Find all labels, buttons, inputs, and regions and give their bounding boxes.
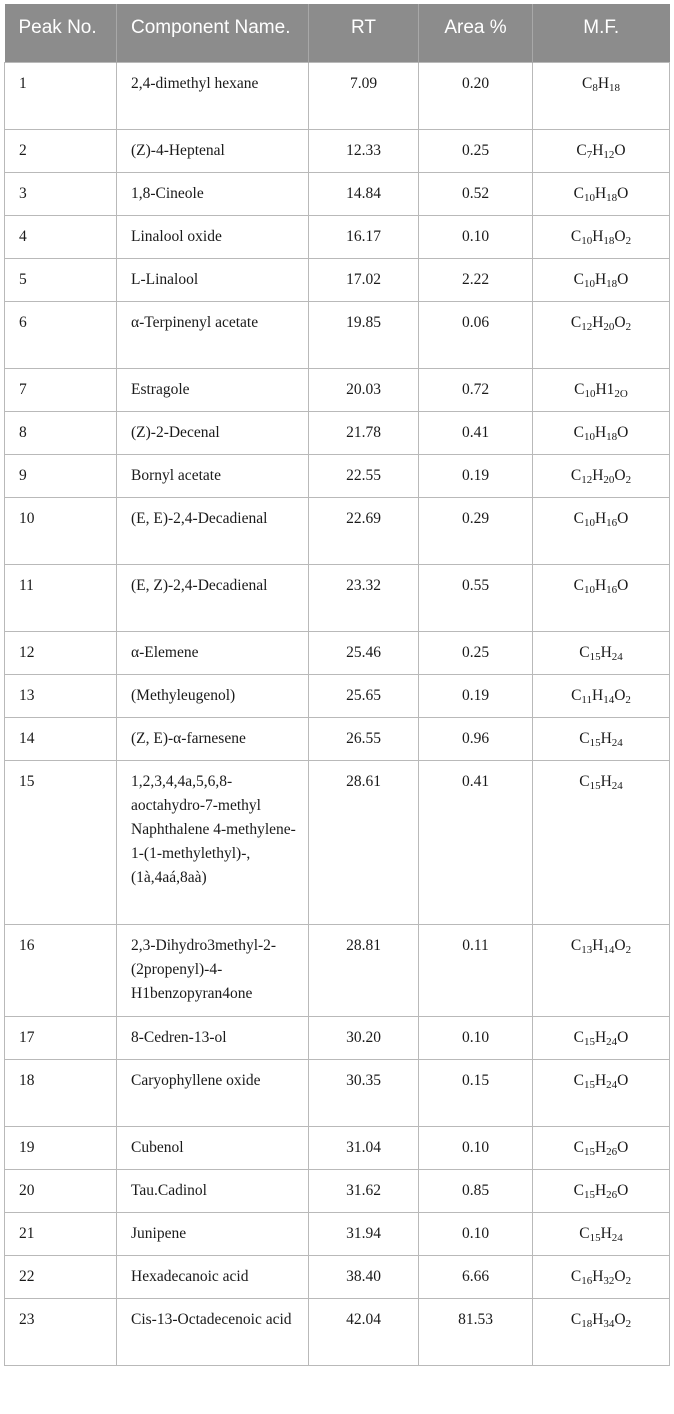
formula-subscript: 12 bbox=[603, 148, 615, 161]
cell-molecular-formula bbox=[533, 1212, 670, 1255]
table-row bbox=[5, 411, 670, 454]
formula-subscript: 20 bbox=[603, 473, 615, 486]
cell-component-name: Cubenol bbox=[117, 1126, 309, 1169]
compound-table bbox=[4, 4, 670, 1366]
cell-rt: 20.03 bbox=[309, 368, 419, 411]
cell-molecular-formula bbox=[533, 1016, 670, 1059]
cell-component-name: (Z)-4-Heptenal bbox=[117, 129, 309, 172]
formula-subscript: 13 bbox=[581, 943, 593, 956]
cell-component-name: (Methyleugenol) bbox=[117, 674, 309, 717]
formula-element: O bbox=[617, 1138, 629, 1156]
cell-peak-no: 12 bbox=[5, 631, 117, 674]
cell-component-name: (E, E)-2,4-Decadienal bbox=[117, 497, 309, 564]
table-row bbox=[5, 1298, 670, 1365]
formula-subscript: 14 bbox=[603, 943, 615, 956]
formula-element: O bbox=[617, 1028, 629, 1046]
cell-rt: 25.46 bbox=[309, 631, 419, 674]
formula-subscript: 2 bbox=[625, 1317, 632, 1330]
table-row bbox=[5, 62, 670, 129]
cell-rt: 14.84 bbox=[309, 172, 419, 215]
formula-element: O bbox=[617, 270, 629, 288]
cell-area-percent: 81.53 bbox=[419, 1298, 533, 1365]
formula-element: C bbox=[573, 509, 584, 527]
formula-element: C bbox=[573, 1181, 584, 1199]
cell-molecular-formula bbox=[533, 497, 670, 564]
cell-area-percent: 0.25 bbox=[419, 631, 533, 674]
formula-subscript: 26 bbox=[606, 1145, 618, 1158]
cell-area-percent: 0.96 bbox=[419, 717, 533, 760]
formula-element: C bbox=[570, 1310, 582, 1328]
cell-component-name: 8-Cedren-13-ol bbox=[117, 1016, 309, 1059]
formula-subscript: 2 bbox=[625, 693, 631, 706]
formula-subscript: 2 bbox=[625, 473, 632, 486]
table-row bbox=[5, 564, 670, 631]
cell-component-name: 2,4-dimethyl hexane bbox=[117, 62, 309, 129]
formula-element: H bbox=[594, 1028, 607, 1046]
formula-element: H bbox=[592, 313, 604, 331]
formula-subscript: 24 bbox=[606, 1078, 618, 1091]
formula-element: O bbox=[614, 1310, 626, 1328]
header-area-percent: Area % bbox=[419, 4, 533, 62]
formula-element: C bbox=[579, 643, 590, 661]
cell-component-name: Linalool oxide bbox=[117, 215, 309, 258]
cell-peak-no: 6 bbox=[5, 301, 117, 368]
formula-subscript: 18 bbox=[603, 234, 615, 247]
cell-peak-no: 14 bbox=[5, 717, 117, 760]
formula-subscript: 24 bbox=[611, 779, 623, 792]
formula-element: C bbox=[570, 936, 582, 954]
cell-rt: 26.55 bbox=[309, 717, 419, 760]
formula-subscript: 8 bbox=[592, 81, 598, 94]
cell-component-name: α-Elemene bbox=[117, 631, 309, 674]
cell-molecular-formula bbox=[533, 215, 670, 258]
cell-peak-no: 2 bbox=[5, 129, 117, 172]
formula-element: H bbox=[594, 270, 607, 288]
cell-rt: 28.81 bbox=[309, 924, 419, 1016]
cell-peak-no: 5 bbox=[5, 258, 117, 301]
formula-element: H bbox=[592, 1267, 604, 1285]
formula-element: O bbox=[614, 313, 626, 331]
cell-area-percent: 0.10 bbox=[419, 1016, 533, 1059]
table-row bbox=[5, 215, 670, 258]
cell-molecular-formula bbox=[533, 454, 670, 497]
cell-peak-no: 21 bbox=[5, 1212, 117, 1255]
formula-subscript: 34 bbox=[603, 1317, 615, 1330]
cell-molecular-formula bbox=[533, 258, 670, 301]
formula-element: O bbox=[614, 466, 626, 484]
cell-peak-no: 18 bbox=[5, 1059, 117, 1126]
table-row bbox=[5, 717, 670, 760]
formula-element: O bbox=[617, 184, 629, 202]
formula-subscript: 2 bbox=[625, 320, 632, 333]
table-row bbox=[5, 760, 670, 924]
header-component-name: Component Name. bbox=[117, 4, 309, 62]
table-row bbox=[5, 454, 670, 497]
cell-area-percent: 0.19 bbox=[419, 674, 533, 717]
cell-molecular-formula bbox=[533, 1059, 670, 1126]
formula-subscript: 15 bbox=[589, 779, 601, 792]
cell-component-name: (Z, E)-α-farnesene bbox=[117, 717, 309, 760]
cell-component-name: 1,8-Cineole bbox=[117, 172, 309, 215]
formula-subscript: 16 bbox=[581, 1274, 593, 1287]
formula-subscript: 15 bbox=[583, 1188, 595, 1201]
formula-element: O bbox=[614, 936, 626, 954]
cell-area-percent: 0.52 bbox=[419, 172, 533, 215]
formula-subscript: 10 bbox=[583, 583, 595, 596]
cell-molecular-formula bbox=[533, 674, 670, 717]
formula-element: O bbox=[617, 1071, 629, 1089]
cell-molecular-formula bbox=[533, 760, 670, 924]
formula-subscript: 16 bbox=[606, 583, 618, 596]
header-rt: RT bbox=[309, 4, 419, 62]
formula-subscript: 10 bbox=[583, 191, 595, 204]
cell-peak-no: 22 bbox=[5, 1255, 117, 1298]
cell-peak-no: 17 bbox=[5, 1016, 117, 1059]
formula-element: H bbox=[600, 729, 612, 747]
formula-subscript: 20 bbox=[603, 320, 615, 333]
cell-component-name: 1,2,3,4,4a,5,6,8-aoctahydro-7-methyl Naphthalene 4-methylene-1-(1-methylethyl)-, (1à,4aá,8aà) bbox=[117, 760, 309, 924]
formula-element: H bbox=[594, 1181, 607, 1199]
cell-peak-no: 19 bbox=[5, 1126, 117, 1169]
formula-element: H bbox=[594, 423, 607, 441]
formula-element: H bbox=[592, 227, 604, 245]
cell-peak-no: 9 bbox=[5, 454, 117, 497]
formula-element: O bbox=[614, 686, 626, 704]
cell-peak-no: 20 bbox=[5, 1169, 117, 1212]
formula-element: C bbox=[570, 1267, 582, 1285]
cell-rt: 30.20 bbox=[309, 1016, 419, 1059]
cell-area-percent: 6.66 bbox=[419, 1255, 533, 1298]
formula-element: H bbox=[594, 576, 607, 594]
formula-element: C bbox=[573, 270, 584, 288]
cell-rt: 16.17 bbox=[309, 215, 419, 258]
cell-rt: 25.65 bbox=[309, 674, 419, 717]
formula-element: H bbox=[592, 141, 604, 159]
cell-area-percent: 0.55 bbox=[419, 564, 533, 631]
formula-element: H bbox=[600, 1224, 612, 1242]
table-row bbox=[5, 301, 670, 368]
formula-element: H bbox=[594, 184, 607, 202]
formula-subscript: 11 bbox=[581, 693, 593, 706]
cell-molecular-formula bbox=[533, 129, 670, 172]
cell-component-name: L-Linalool bbox=[117, 258, 309, 301]
cell-molecular-formula bbox=[533, 368, 670, 411]
cell-peak-no: 4 bbox=[5, 215, 117, 258]
cell-peak-no: 1 bbox=[5, 62, 117, 129]
formula-element: H bbox=[592, 936, 604, 954]
cell-component-name: Bornyl acetate bbox=[117, 454, 309, 497]
cell-peak-no: 7 bbox=[5, 368, 117, 411]
cell-rt: 17.02 bbox=[309, 258, 419, 301]
formula-subscript: 15 bbox=[589, 1231, 601, 1244]
cell-area-percent: 0.06 bbox=[419, 301, 533, 368]
formula-element: C bbox=[573, 1028, 584, 1046]
formula-element: O bbox=[617, 576, 629, 594]
cell-peak-no: 13 bbox=[5, 674, 117, 717]
formula-element: H bbox=[600, 772, 612, 790]
formula-subscript: 10 bbox=[581, 234, 593, 247]
cell-peak-no: 11 bbox=[5, 564, 117, 631]
formula-subscript: 15 bbox=[583, 1035, 595, 1048]
cell-component-name: α-Terpinenyl acetate bbox=[117, 301, 309, 368]
cell-rt: 12.33 bbox=[309, 129, 419, 172]
table-row bbox=[5, 129, 670, 172]
table-row bbox=[5, 1126, 670, 1169]
cell-molecular-formula bbox=[533, 564, 670, 631]
cell-area-percent: 0.72 bbox=[419, 368, 533, 411]
cell-molecular-formula bbox=[533, 717, 670, 760]
formula-subscript: 18 bbox=[606, 277, 618, 290]
formula-element: H bbox=[594, 509, 607, 527]
formula-subscript: 15 bbox=[589, 650, 601, 663]
formula-subscript: 7 bbox=[586, 148, 593, 161]
cell-area-percent: 0.19 bbox=[419, 454, 533, 497]
cell-component-name: Hexadecanoic acid bbox=[117, 1255, 309, 1298]
table-row bbox=[5, 1059, 670, 1126]
cell-component-name: (E, Z)-2,4-Decadienal bbox=[117, 564, 309, 631]
cell-area-percent: 0.10 bbox=[419, 1126, 533, 1169]
formula-element: C bbox=[570, 313, 582, 331]
formula-element: O bbox=[614, 227, 626, 245]
formula-subscript: 15 bbox=[583, 1078, 595, 1091]
formula-subscript: 24 bbox=[611, 650, 623, 663]
cell-area-percent: 0.10 bbox=[419, 1212, 533, 1255]
table-row bbox=[5, 631, 670, 674]
cell-molecular-formula bbox=[533, 172, 670, 215]
formula-element: C bbox=[570, 227, 582, 245]
cell-area-percent: 0.15 bbox=[419, 1059, 533, 1126]
cell-molecular-formula bbox=[533, 1126, 670, 1169]
formula-element: H bbox=[594, 1138, 607, 1156]
formula-element: C bbox=[579, 1224, 590, 1242]
cell-rt: 22.69 bbox=[309, 497, 419, 564]
formula-subscript: 12 bbox=[581, 473, 593, 486]
formula-subscript: 18 bbox=[609, 81, 621, 94]
formula-subscript: 32 bbox=[603, 1274, 615, 1287]
cell-molecular-formula bbox=[533, 631, 670, 674]
formula-element: H bbox=[597, 74, 610, 92]
header-row bbox=[5, 4, 670, 62]
formula-subscript: 18 bbox=[606, 430, 618, 443]
cell-peak-no: 15 bbox=[5, 760, 117, 924]
cell-component-name: (Z)-2-Decenal bbox=[117, 411, 309, 454]
cell-peak-no: 16 bbox=[5, 924, 117, 1016]
formula-subscript: 10 bbox=[583, 430, 595, 443]
formula-element: O bbox=[614, 141, 626, 159]
cell-component-name: 2,3-Dihydro3methyl-2-(2propenyl)-4-H1benzopyran4one bbox=[117, 924, 309, 1016]
formula-element: C bbox=[573, 576, 584, 594]
formula-element: C bbox=[571, 686, 582, 704]
cell-area-percent: 0.41 bbox=[419, 411, 533, 454]
cell-area-percent: 0.25 bbox=[419, 129, 533, 172]
formula-element: O bbox=[617, 423, 629, 441]
cell-molecular-formula bbox=[533, 1255, 670, 1298]
cell-rt: 21.78 bbox=[309, 411, 419, 454]
cell-area-percent: 0.20 bbox=[419, 62, 533, 129]
cell-rt: 19.85 bbox=[309, 301, 419, 368]
header-molecular-formula: M.F. bbox=[533, 4, 670, 62]
cell-rt: 31.04 bbox=[309, 1126, 419, 1169]
table-row bbox=[5, 258, 670, 301]
formula-subscript: 2 bbox=[625, 943, 632, 956]
cell-rt: 28.61 bbox=[309, 760, 419, 924]
formula-subscript: 24 bbox=[611, 1231, 623, 1244]
formula-subscript: 12 bbox=[581, 320, 593, 333]
formula-subscript: 10 bbox=[583, 516, 595, 529]
cell-area-percent: 0.29 bbox=[419, 497, 533, 564]
cell-rt: 7.09 bbox=[309, 62, 419, 129]
cell-rt: 31.94 bbox=[309, 1212, 419, 1255]
formula-element: H bbox=[592, 686, 604, 704]
formula-element: C bbox=[579, 729, 590, 747]
formula-element: C bbox=[573, 1138, 584, 1156]
cell-area-percent: 2.22 bbox=[419, 258, 533, 301]
cell-rt: 22.55 bbox=[309, 454, 419, 497]
cell-rt: 42.04 bbox=[309, 1298, 419, 1365]
table-row bbox=[5, 1212, 670, 1255]
cell-area-percent: 0.41 bbox=[419, 760, 533, 924]
formula-element: H bbox=[600, 643, 612, 661]
cell-peak-no: 23 bbox=[5, 1298, 117, 1365]
formula-element: C bbox=[581, 74, 593, 92]
table-row bbox=[5, 1255, 670, 1298]
formula-element: O bbox=[617, 1181, 629, 1199]
cell-area-percent: 0.85 bbox=[419, 1169, 533, 1212]
formula-element: C bbox=[573, 184, 584, 202]
cell-rt: 38.40 bbox=[309, 1255, 419, 1298]
formula-element: C bbox=[573, 423, 584, 441]
formula-element: C bbox=[579, 772, 590, 790]
cell-peak-no: 10 bbox=[5, 497, 117, 564]
table-row bbox=[5, 497, 670, 564]
cell-component-name: Cis-13-Octadecenoic acid bbox=[117, 1298, 309, 1365]
formula-element: C bbox=[574, 380, 585, 398]
cell-rt: 30.35 bbox=[309, 1059, 419, 1126]
formula-element: H bbox=[592, 1310, 604, 1328]
formula-element: H1 bbox=[595, 380, 615, 398]
formula-subscript: 2 bbox=[625, 234, 632, 247]
cell-component-name: Caryophyllene oxide bbox=[117, 1059, 309, 1126]
cell-rt: 23.32 bbox=[309, 564, 419, 631]
formula-element: O bbox=[617, 509, 629, 527]
cell-molecular-formula bbox=[533, 1169, 670, 1212]
cell-molecular-formula bbox=[533, 1298, 670, 1365]
cell-component-name: Estragole bbox=[117, 368, 309, 411]
header-peak-no: Peak No. bbox=[5, 4, 117, 62]
formula-subscript: 2O bbox=[614, 387, 628, 400]
cell-rt: 31.62 bbox=[309, 1169, 419, 1212]
formula-element: H bbox=[594, 1071, 607, 1089]
formula-element: C bbox=[570, 466, 582, 484]
cell-molecular-formula bbox=[533, 62, 670, 129]
table-row bbox=[5, 368, 670, 411]
cell-molecular-formula bbox=[533, 411, 670, 454]
formula-subscript: 10 bbox=[584, 387, 596, 400]
cell-peak-no: 3 bbox=[5, 172, 117, 215]
cell-molecular-formula bbox=[533, 301, 670, 368]
formula-subscript: 10 bbox=[583, 277, 595, 290]
formula-subscript: 15 bbox=[583, 1145, 595, 1158]
cell-peak-no: 8 bbox=[5, 411, 117, 454]
table-row bbox=[5, 1169, 670, 1212]
formula-subscript: 15 bbox=[589, 736, 601, 749]
table-row bbox=[5, 1016, 670, 1059]
cell-area-percent: 0.11 bbox=[419, 924, 533, 1016]
cell-component-name: Junipene bbox=[117, 1212, 309, 1255]
table-row bbox=[5, 924, 670, 1016]
cell-component-name: Tau.Cadinol bbox=[117, 1169, 309, 1212]
table-row bbox=[5, 172, 670, 215]
cell-molecular-formula bbox=[533, 924, 670, 1016]
formula-subscript: 14 bbox=[603, 693, 615, 706]
formula-subscript: 18 bbox=[606, 191, 618, 204]
formula-element: C bbox=[576, 141, 587, 159]
formula-subscript: 24 bbox=[606, 1035, 618, 1048]
formula-element: C bbox=[573, 1071, 584, 1089]
formula-subscript: 2 bbox=[625, 1274, 632, 1287]
formula-subscript: 24 bbox=[611, 736, 623, 749]
cell-area-percent: 0.10 bbox=[419, 215, 533, 258]
formula-subscript: 18 bbox=[581, 1317, 593, 1330]
formula-subscript: 16 bbox=[606, 516, 618, 529]
formula-subscript: 26 bbox=[606, 1188, 618, 1201]
formula-element: O bbox=[614, 1267, 626, 1285]
formula-element: H bbox=[592, 466, 604, 484]
table-row bbox=[5, 674, 670, 717]
